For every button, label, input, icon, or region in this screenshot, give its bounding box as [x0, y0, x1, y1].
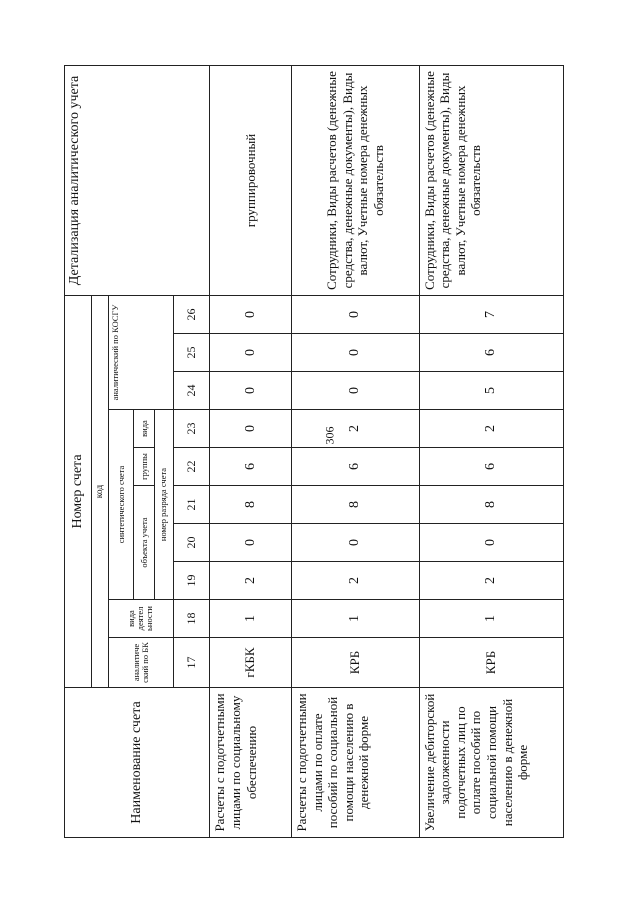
- row-2-digit-25: 0: [291, 334, 419, 372]
- row-2-digit-21: 8: [291, 486, 419, 524]
- row-3-account-name: Увеличение дебиторской задолженности подотчетных лиц по оплате пособий по социальной помощи населению в денежной форме: [419, 688, 563, 838]
- group-header: группы: [134, 448, 155, 486]
- account-name-header: Наименование счета: [65, 688, 210, 838]
- digit-18: 18: [173, 600, 210, 638]
- digit-23: 23: [173, 410, 210, 448]
- account-number-header: Номер счета: [65, 295, 92, 687]
- digit-22: 22: [173, 448, 210, 486]
- row-3-digit-20: 0: [419, 524, 563, 562]
- row-1-digit-18: 1: [210, 600, 292, 638]
- digit-19: 19: [173, 562, 210, 600]
- row-1-digit-20: 0: [210, 524, 292, 562]
- row-3-detail: Сотрудники, Виды расчетов (денежные средства, денежные документы), Виды валют, Учетные номера денежных обязательств: [419, 65, 563, 295]
- digit-17: 17: [173, 638, 210, 688]
- row-1-code: гКБК: [210, 638, 292, 688]
- row-2-detail: Сотрудники, Виды расчетов (денежные средства, денежные документы), Виды валют, Учетные номера денежных обязательств: [291, 65, 419, 295]
- table-row: [419, 65, 563, 837]
- row-1-digit-26: 0: [210, 295, 292, 333]
- row-1-digit-22: 6: [210, 448, 292, 486]
- row-2-digit-24: 0: [291, 372, 419, 410]
- analytic-kosgu-header: аналитический по КОСГУ: [108, 295, 173, 409]
- account-table: [64, 65, 564, 838]
- digit-20: 20: [173, 524, 210, 562]
- row-2-digit-20: 0: [291, 524, 419, 562]
- row-2-digit-19: 2: [291, 562, 419, 600]
- code-header: код: [92, 295, 109, 687]
- row-2-digit-26: 0: [291, 295, 419, 333]
- row-1-account-name: Расчеты с подотчетными лицами по социальному обеспечению: [210, 688, 292, 838]
- header-row-1: [65, 65, 92, 837]
- row-1-detail: группировочный: [210, 65, 292, 295]
- account-table-rotated: [64, 68, 564, 838]
- row-3-digit-18: 1: [419, 600, 563, 638]
- row-3-digit-25: 6: [419, 334, 563, 372]
- row-1-digit-19: 2: [210, 562, 292, 600]
- row-3-digit-21: 8: [419, 486, 563, 524]
- row-2-digit-23: 2: [291, 410, 419, 448]
- row-3-digit-22: 6: [419, 448, 563, 486]
- digit-number-header: номер разряда счета: [154, 410, 173, 600]
- synthetic-header: синтетического счета: [108, 410, 133, 600]
- table-row: [291, 65, 419, 837]
- row-1-digit-25: 0: [210, 334, 292, 372]
- analytic-bk-header: аналитиче ский по БК: [108, 638, 173, 688]
- row-2-code: КРБ: [291, 638, 419, 688]
- page-number: 306: [322, 426, 337, 445]
- digit-24: 24: [173, 372, 210, 410]
- row-3-digit-19: 2: [419, 562, 563, 600]
- row-1-digit-23: 0: [210, 410, 292, 448]
- digit-25: 25: [173, 334, 210, 372]
- row-2-digit-18: 1: [291, 600, 419, 638]
- row-1-digit-21: 8: [210, 486, 292, 524]
- accounting-object-header: объекта учета: [134, 486, 155, 600]
- table-row: [210, 65, 292, 837]
- row-3-digit-26: 7: [419, 295, 563, 333]
- row-3-digit-23: 2: [419, 410, 563, 448]
- row-3-digit-24: 5: [419, 372, 563, 410]
- row-2-account-name: Расчеты с подотчетными лицами по оплате пособий по социальной помощи населению в денежной форме: [291, 688, 419, 838]
- activity-type-header: вида деятел ьности: [108, 600, 173, 638]
- digit-26: 26: [173, 295, 210, 333]
- row-1-digit-24: 0: [210, 372, 292, 410]
- detail-header: Детализация аналитического учета: [65, 65, 210, 295]
- digit-21: 21: [173, 486, 210, 524]
- row-2-digit-22: 6: [291, 448, 419, 486]
- kind-header: вида: [134, 410, 155, 448]
- row-3-code: КРБ: [419, 638, 563, 688]
